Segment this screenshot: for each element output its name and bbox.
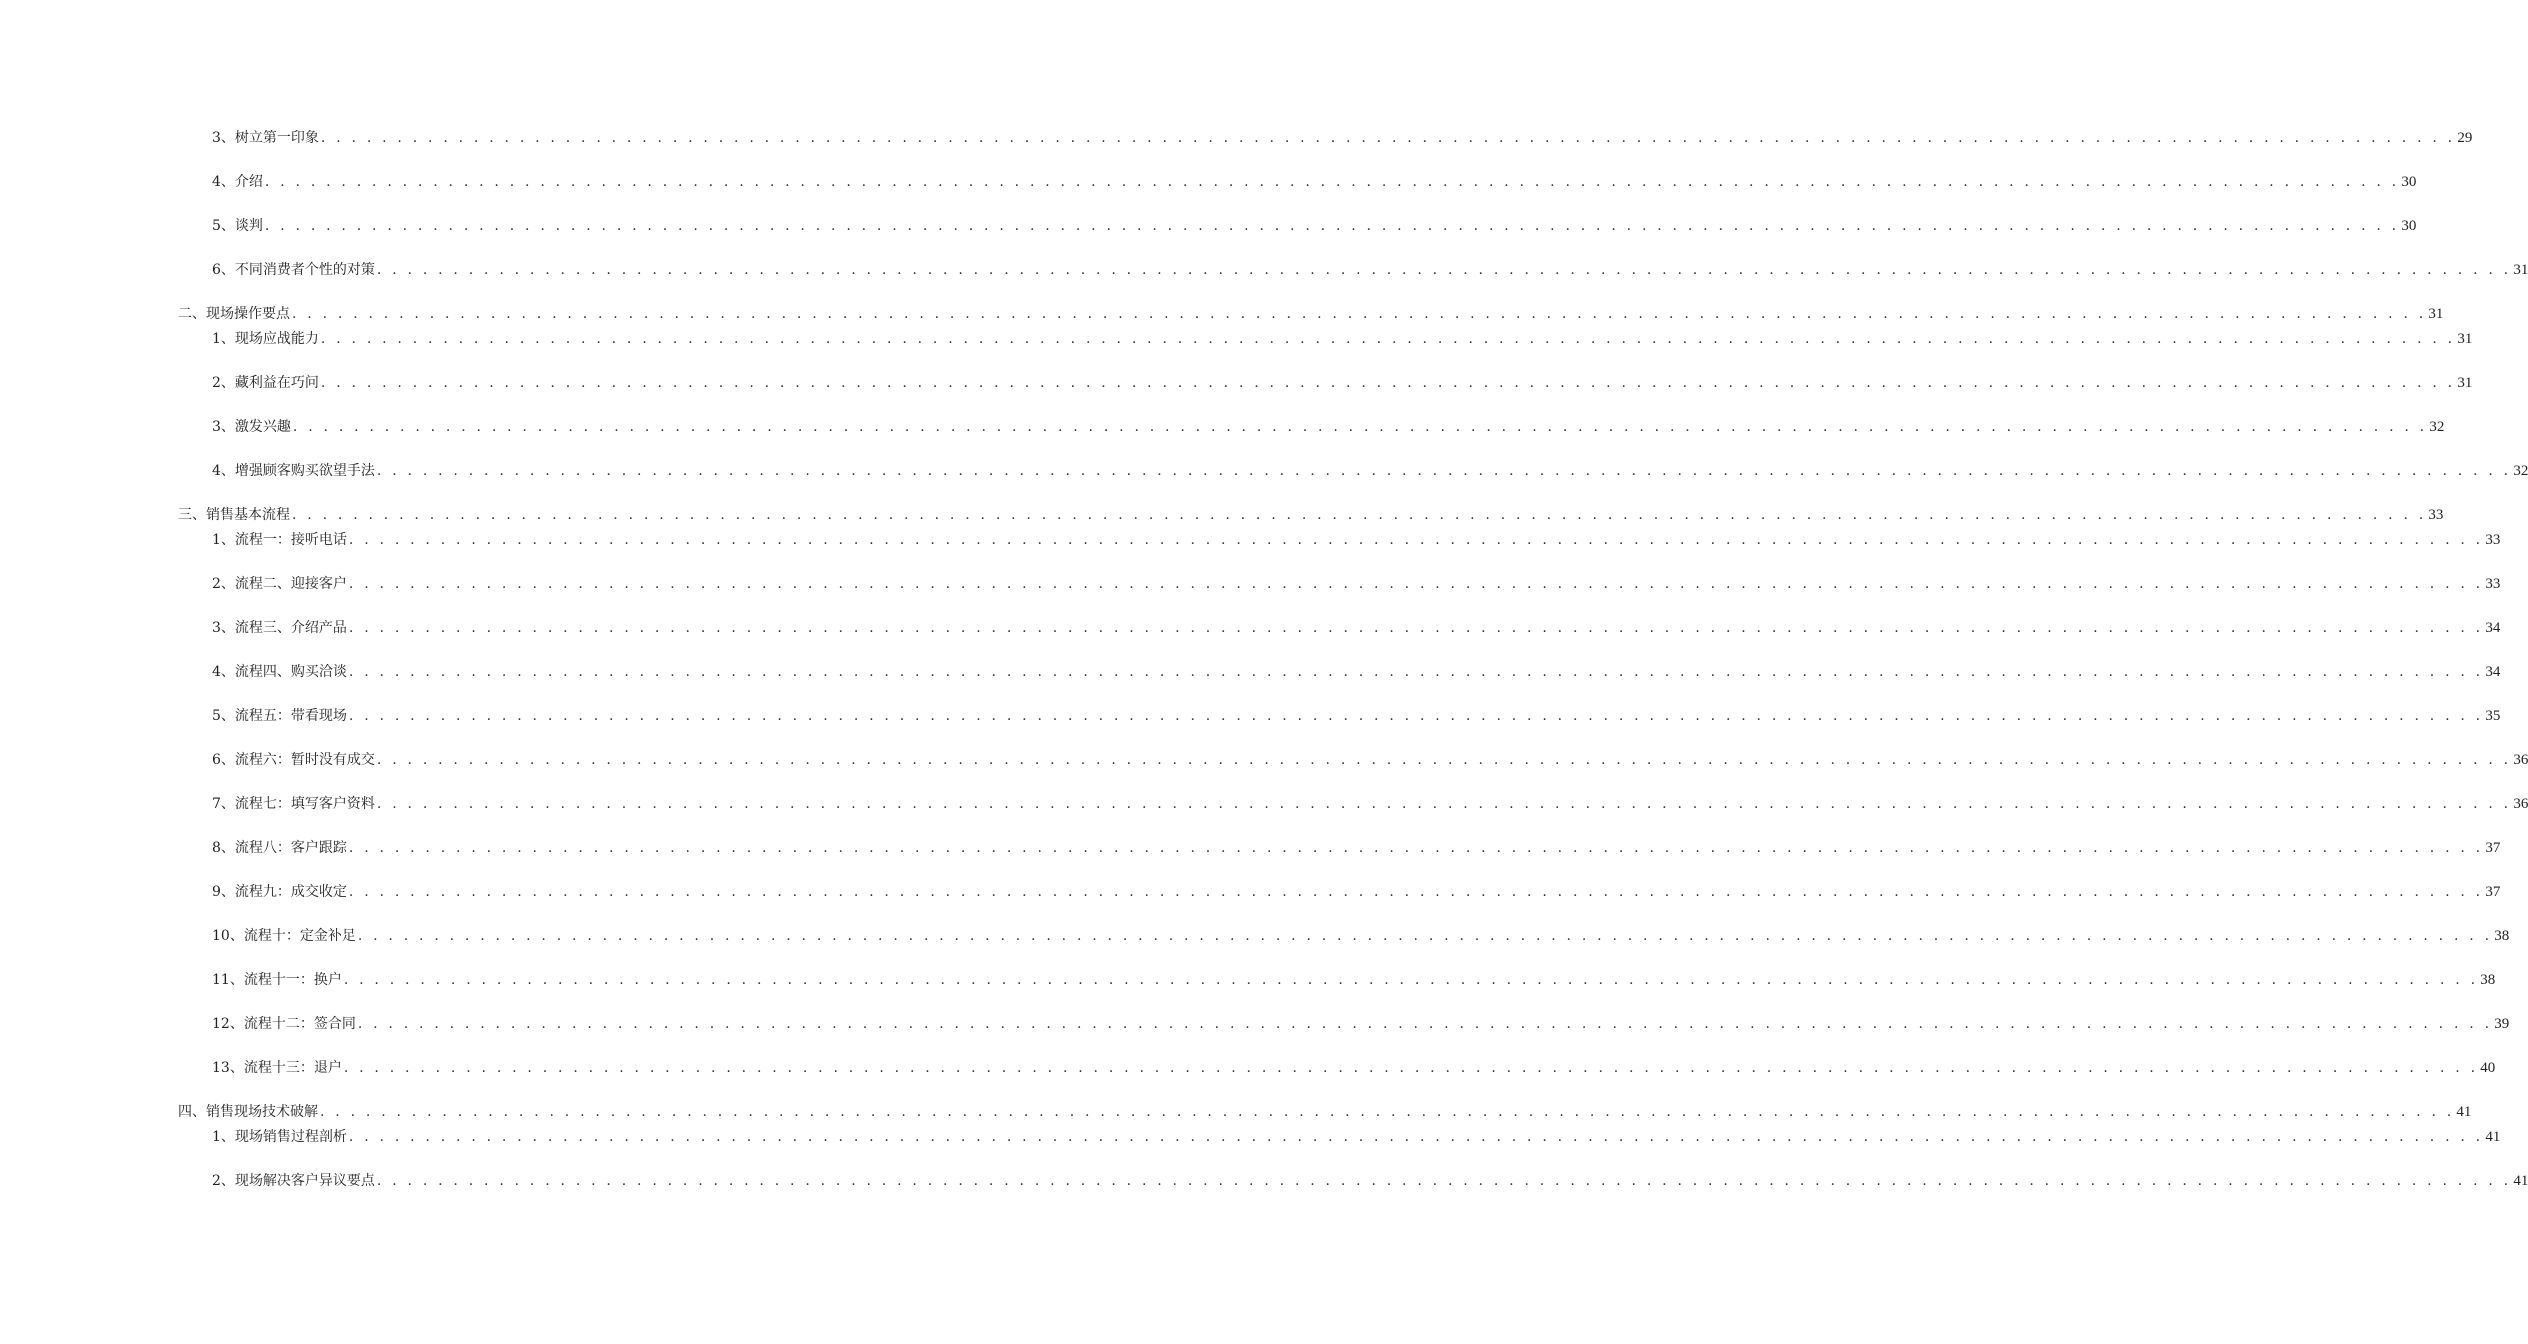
toc-entry-title: 2、藏利益在巧问: [212, 375, 319, 391]
toc-entry-title: 5、流程五：带看现场: [212, 708, 347, 724]
toc-section-entry[interactable]: [178, 1101, 2472, 1123]
toc-entry-title: 3、激发兴趣: [212, 419, 291, 435]
toc-subsection-entry[interactable]: [212, 573, 2501, 595]
toc-subsection-entry[interactable]: [212, 460, 2528, 482]
toc-entry-title: 4、增强顾客购买欲望手法: [212, 463, 375, 479]
toc-entry-title: 1、现场销售过程剖析: [212, 1129, 347, 1145]
toc-entry-title: 12、流程十二：签合同: [212, 1016, 356, 1032]
toc-dot-leader: . . . . . . . . . . . . . . . . . . . . . . . . . . . . . . . . . . . . . . . . . . . . . . . . . . . . . . . . . . . . . . . . . . . . . . . . . . . . . . . . . . . . . . . . . . . . . . . . . . . . . . . . . . . . . . . . . . . . . . . . . . . . . . . . . . . . . . . . . . . .: [348, 664, 2484, 680]
toc-page-number: 38: [2494, 928, 2510, 944]
toc-dot-leader: . . . . . . . . . . . . . . . . . . . . . . . . . . . . . . . . . . . . . . . . . . . . . . . . . . . . . . . . . . . . . . . . . . . . . . . . . . . . . . . . . . . . . . . . . . . . . . . . . . . . . . . . . . . . . . . . . . . . . . . . . . . . . . . . . . . . . . . . . . . .: [320, 130, 2456, 146]
toc-page-number: 33: [2428, 507, 2444, 523]
toc-dot-leader: . . . . . . . . . . . . . . . . . . . . . . . . . . . . . . . . . . . . . . . . . . . . . . . . . . . . . . . . . . . . . . . . . . . . . . . . . . . . . . . . . . . . . . . . . . . . . . . . . . . . . . . . . . . . . . . . . . . . . . . . . . . . . . . . . . . . . . . . . . . .: [348, 532, 2484, 548]
toc-page-number: 30: [2401, 174, 2417, 190]
toc-dot-leader: . . . . . . . . . . . . . . . . . . . . . . . . . . . . . . . . . . . . . . . . . . . . . . . . . . . . . . . . . . . . . . . . . . . . . . . . . . . . . . . . . . . . . . . . . . . . . . . . . . . . . . . . . . . . . . . . . . . . . . . . . . . . . . . . . . . . . . . . . . . .: [343, 972, 2479, 988]
toc-entry-title: 7、流程七：填写客户资料: [212, 796, 375, 812]
toc-dot-leader: . . . . . . . . . . . . . . . . . . . . . . . . . . . . . . . . . . . . . . . . . . . . . . . . . . . . . . . . . . . . . . . . . . . . . . . . . . . . . . . . . . . . . . . . . . . . . . . . . . . . . . . . . . . . . . . . . . . . . . . . . . . . . . . . . . . . . . . . . . . .: [376, 463, 2512, 479]
toc-dot-leader: . . . . . . . . . . . . . . . . . . . . . . . . . . . . . . . . . . . . . . . . . . . . . . . . . . . . . . . . . . . . . . . . . . . . . . . . . . . . . . . . . . . . . . . . . . . . . . . . . . . . . . . . . . . . . . . . . . . . . . . . . . . . . . . . . . . . . . . . . . . .: [348, 1129, 2484, 1145]
toc-entry-title: 1、现场应战能力: [212, 331, 319, 347]
toc-page-number: 31: [2428, 306, 2444, 322]
toc-dot-leader: . . . . . . . . . . . . . . . . . . . . . . . . . . . . . . . . . . . . . . . . . . . . . . . . . . . . . . . . . . . . . . . . . . . . . . . . . . . . . . . . . . . . . . . . . . . . . . . . . . . . . . . . . . . . . . . . . . . . . . . . . . . . . . . . . . . . . . . . . . . .: [264, 218, 2400, 234]
toc-subsection-entry[interactable]: [212, 259, 2528, 281]
toc-entry-title: 9、流程九：成交收定: [212, 884, 347, 900]
toc-section-entry[interactable]: [178, 303, 2444, 325]
toc-subsection-entry[interactable]: [212, 969, 2496, 991]
toc-dot-leader: . . . . . . . . . . . . . . . . . . . . . . . . . . . . . . . . . . . . . . . . . . . . . . . . . . . . . . . . . . . . . . . . . . . . . . . . . . . . . . . . . . . . . . . . . . . . . . . . . . . . . . . . . . . . . . . . . . . . . . . . . . . . . . . . . . . . . . . . . . . .: [343, 1060, 2479, 1076]
toc-subsection-entry[interactable]: [212, 837, 2501, 859]
toc-dot-leader: . . . . . . . . . . . . . . . . . . . . . . . . . . . . . . . . . . . . . . . . . . . . . . . . . . . . . . . . . . . . . . . . . . . . . . . . . . . . . . . . . . . . . . . . . . . . . . . . . . . . . . . . . . . . . . . . . . . . . . . . . . . . . . . . . . . . . . . . . . . .: [357, 928, 2493, 944]
toc-page-number: 37: [2485, 884, 2501, 900]
toc-entry-title: 13、流程十三：退户: [212, 1060, 342, 1076]
toc-dot-leader: . . . . . . . . . . . . . . . . . . . . . . . . . . . . . . . . . . . . . . . . . . . . . . . . . . . . . . . . . . . . . . . . . . . . . . . . . . . . . . . . . . . . . . . . . . . . . . . . . . . . . . . . . . . . . . . . . . . . . . . . . . . . . . . . . . . . . . . . . . . .: [320, 375, 2456, 391]
toc-dot-leader: . . . . . . . . . . . . . . . . . . . . . . . . . . . . . . . . . . . . . . . . . . . . . . . . . . . . . . . . . . . . . . . . . . . . . . . . . . . . . . . . . . . . . . . . . . . . . . . . . . . . . . . . . . . . . . . . . . . . . . . . . . . . . . . . . . . . . . . . . . . .: [292, 507, 2427, 523]
toc-entry-title: 8、流程八：客户跟踪: [212, 840, 347, 856]
toc-page-number: 35: [2485, 708, 2501, 724]
toc-entry-title: 二、现场操作要点: [178, 306, 290, 322]
toc-dot-leader: . . . . . . . . . . . . . . . . . . . . . . . . . . . . . . . . . . . . . . . . . . . . . . . . . . . . . . . . . . . . . . . . . . . . . . . . . . . . . . . . . . . . . . . . . . . . . . . . . . . . . . . . . . . . . . . . . . . . . . . . . . . . . . . . . . . . . . . . . . . .: [320, 1104, 2455, 1120]
toc-page-number: 34: [2485, 620, 2501, 636]
toc-dot-leader: . . . . . . . . . . . . . . . . . . . . . . . . . . . . . . . . . . . . . . . . . . . . . . . . . . . . . . . . . . . . . . . . . . . . . . . . . . . . . . . . . . . . . . . . . . . . . . . . . . . . . . . . . . . . . . . . . . . . . . . . . . . . . . . . . . . . . . . . . . . .: [376, 752, 2512, 768]
toc-dot-leader: . . . . . . . . . . . . . . . . . . . . . . . . . . . . . . . . . . . . . . . . . . . . . . . . . . . . . . . . . . . . . . . . . . . . . . . . . . . . . . . . . . . . . . . . . . . . . . . . . . . . . . . . . . . . . . . . . . . . . . . . . . . . . . . . . . . . . . . . . . . .: [320, 331, 2456, 347]
toc-subsection-entry[interactable]: [212, 705, 2501, 727]
toc-dot-leader: . . . . . . . . . . . . . . . . . . . . . . . . . . . . . . . . . . . . . . . . . . . . . . . . . . . . . . . . . . . . . . . . . . . . . . . . . . . . . . . . . . . . . . . . . . . . . . . . . . . . . . . . . . . . . . . . . . . . . . . . . . . . . . . . . . . . . . . . . . . .: [357, 1016, 2493, 1032]
toc-subsection-entry[interactable]: [212, 881, 2501, 903]
toc-entry-title: 4、介绍: [212, 174, 263, 190]
toc-dot-leader: . . . . . . . . . . . . . . . . . . . . . . . . . . . . . . . . . . . . . . . . . . . . . . . . . . . . . . . . . . . . . . . . . . . . . . . . . . . . . . . . . . . . . . . . . . . . . . . . . . . . . . . . . . . . . . . . . . . . . . . . . . . . . . . . . . . . . . . . . . . .: [292, 419, 2428, 435]
toc-subsection-entry[interactable]: [212, 529, 2501, 551]
toc-subsection-entry[interactable]: [212, 171, 2417, 193]
toc-subsection-entry[interactable]: [212, 793, 2528, 815]
toc-page-number: 31: [2457, 331, 2473, 347]
toc-page-number: 30: [2401, 218, 2417, 234]
toc-page-number: 37: [2485, 840, 2501, 856]
toc-entry-title: 6、流程六：暂时没有成交: [212, 752, 375, 768]
toc-subsection-entry[interactable]: [212, 925, 2510, 947]
toc-entry-title: 4、流程四、购买洽谈: [212, 664, 347, 680]
toc-dot-leader: . . . . . . . . . . . . . . . . . . . . . . . . . . . . . . . . . . . . . . . . . . . . . . . . . . . . . . . . . . . . . . . . . . . . . . . . . . . . . . . . . . . . . . . . . . . . . . . . . . . . . . . . . . . . . . . . . . . . . . . . . . . . . . . . . . . . . . . . . . . .: [348, 840, 2484, 856]
toc-page-number: 32: [2513, 463, 2528, 479]
toc-entry-title: 3、树立第一印象: [212, 130, 319, 146]
toc-page-number: 36: [2513, 796, 2528, 812]
toc-dot-leader: . . . . . . . . . . . . . . . . . . . . . . . . . . . . . . . . . . . . . . . . . . . . . . . . . . . . . . . . . . . . . . . . . . . . . . . . . . . . . . . . . . . . . . . . . . . . . . . . . . . . . . . . . . . . . . . . . . . . . . . . . . . . . . . . . . . . . . . . . . . .: [376, 796, 2512, 812]
toc-dot-leader: . . . . . . . . . . . . . . . . . . . . . . . . . . . . . . . . . . . . . . . . . . . . . . . . . . . . . . . . . . . . . . . . . . . . . . . . . . . . . . . . . . . . . . . . . . . . . . . . . . . . . . . . . . . . . . . . . . . . . . . . . . . . . . . . . . . . . . . . . . . .: [264, 174, 2400, 190]
toc-subsection-entry[interactable]: [212, 661, 2501, 683]
toc-subsection-entry[interactable]: [212, 372, 2473, 394]
toc-subsection-entry[interactable]: [212, 215, 2417, 237]
toc-subsection-entry[interactable]: [212, 1170, 2528, 1192]
toc-entry-title: 四、销售现场技术破解: [178, 1104, 318, 1120]
toc-entry-title: 3、流程三、介绍产品: [212, 620, 347, 636]
toc-page-number: 41: [2485, 1129, 2501, 1145]
toc-entry-title: 1、流程一：接听电话: [212, 532, 347, 548]
toc-page-number: 39: [2494, 1016, 2510, 1032]
toc-entry-title: 10、流程十：定金补足: [212, 928, 356, 944]
toc-subsection-entry[interactable]: [212, 416, 2445, 438]
toc-page-number: 33: [2485, 576, 2501, 592]
toc-subsection-entry[interactable]: [212, 749, 2528, 771]
toc-page-number: 36: [2513, 752, 2528, 768]
toc-page-number: 38: [2480, 972, 2496, 988]
toc-subsection-entry[interactable]: [212, 1013, 2510, 1035]
toc-subsection-entry[interactable]: [212, 328, 2473, 350]
toc-dot-leader: . . . . . . . . . . . . . . . . . . . . . . . . . . . . . . . . . . . . . . . . . . . . . . . . . . . . . . . . . . . . . . . . . . . . . . . . . . . . . . . . . . . . . . . . . . . . . . . . . . . . . . . . . . . . . . . . . . . . . . . . . . . . . . . . . . . . . . . . . . . .: [376, 262, 2512, 278]
toc-entry-title: 三、销售基本流程: [178, 507, 290, 523]
toc-entry-title: 5、谈判: [212, 218, 263, 234]
toc-dot-leader: . . . . . . . . . . . . . . . . . . . . . . . . . . . . . . . . . . . . . . . . . . . . . . . . . . . . . . . . . . . . . . . . . . . . . . . . . . . . . . . . . . . . . . . . . . . . . . . . . . . . . . . . . . . . . . . . . . . . . . . . . . . . . . . . . . . . . . . . . . . .: [376, 1173, 2512, 1189]
toc-page-number: 41: [2513, 1173, 2528, 1189]
toc-subsection-entry[interactable]: [212, 1057, 2496, 1079]
toc-page-number: 32: [2429, 419, 2445, 435]
toc-dot-leader: . . . . . . . . . . . . . . . . . . . . . . . . . . . . . . . . . . . . . . . . . . . . . . . . . . . . . . . . . . . . . . . . . . . . . . . . . . . . . . . . . . . . . . . . . . . . . . . . . . . . . . . . . . . . . . . . . . . . . . . . . . . . . . . . . . . . . . . . . . . .: [292, 306, 2427, 322]
toc-dot-leader: . . . . . . . . . . . . . . . . . . . . . . . . . . . . . . . . . . . . . . . . . . . . . . . . . . . . . . . . . . . . . . . . . . . . . . . . . . . . . . . . . . . . . . . . . . . . . . . . . . . . . . . . . . . . . . . . . . . . . . . . . . . . . . . . . . . . . . . . . . . .: [348, 708, 2484, 724]
toc-page-number: 31: [2513, 262, 2528, 278]
toc-section-entry[interactable]: [178, 504, 2444, 526]
toc-page-number: 40: [2480, 1060, 2496, 1076]
toc-subsection-entry[interactable]: [212, 617, 2501, 639]
toc-dot-leader: . . . . . . . . . . . . . . . . . . . . . . . . . . . . . . . . . . . . . . . . . . . . . . . . . . . . . . . . . . . . . . . . . . . . . . . . . . . . . . . . . . . . . . . . . . . . . . . . . . . . . . . . . . . . . . . . . . . . . . . . . . . . . . . . . . . . . . . . . . . .: [348, 884, 2484, 900]
toc-dot-leader: . . . . . . . . . . . . . . . . . . . . . . . . . . . . . . . . . . . . . . . . . . . . . . . . . . . . . . . . . . . . . . . . . . . . . . . . . . . . . . . . . . . . . . . . . . . . . . . . . . . . . . . . . . . . . . . . . . . . . . . . . . . . . . . . . . . . . . . . . . . .: [348, 620, 2484, 636]
toc-entry-title: 11、流程十一：换户: [212, 972, 342, 988]
toc-entry-title: 2、现场解决客户异议要点: [212, 1173, 375, 1189]
toc-page-number: 34: [2485, 664, 2501, 680]
toc-page-number: 33: [2485, 532, 2501, 548]
toc-dot-leader: . . . . . . . . . . . . . . . . . . . . . . . . . . . . . . . . . . . . . . . . . . . . . . . . . . . . . . . . . . . . . . . . . . . . . . . . . . . . . . . . . . . . . . . . . . . . . . . . . . . . . . . . . . . . . . . . . . . . . . . . . . . . . . . . . . . . . . . . . . . .: [348, 576, 2484, 592]
toc-subsection-entry[interactable]: [212, 1126, 2501, 1148]
toc-entry-title: 6、不同消费者个性的对策: [212, 262, 375, 278]
toc-page-number: 31: [2457, 375, 2473, 391]
toc-entry-title: 2、流程二、迎接客户: [212, 576, 347, 592]
toc-subsection-entry[interactable]: [212, 127, 2473, 149]
toc-page-number: 29: [2457, 130, 2473, 146]
toc-page-number: 41: [2456, 1104, 2472, 1120]
